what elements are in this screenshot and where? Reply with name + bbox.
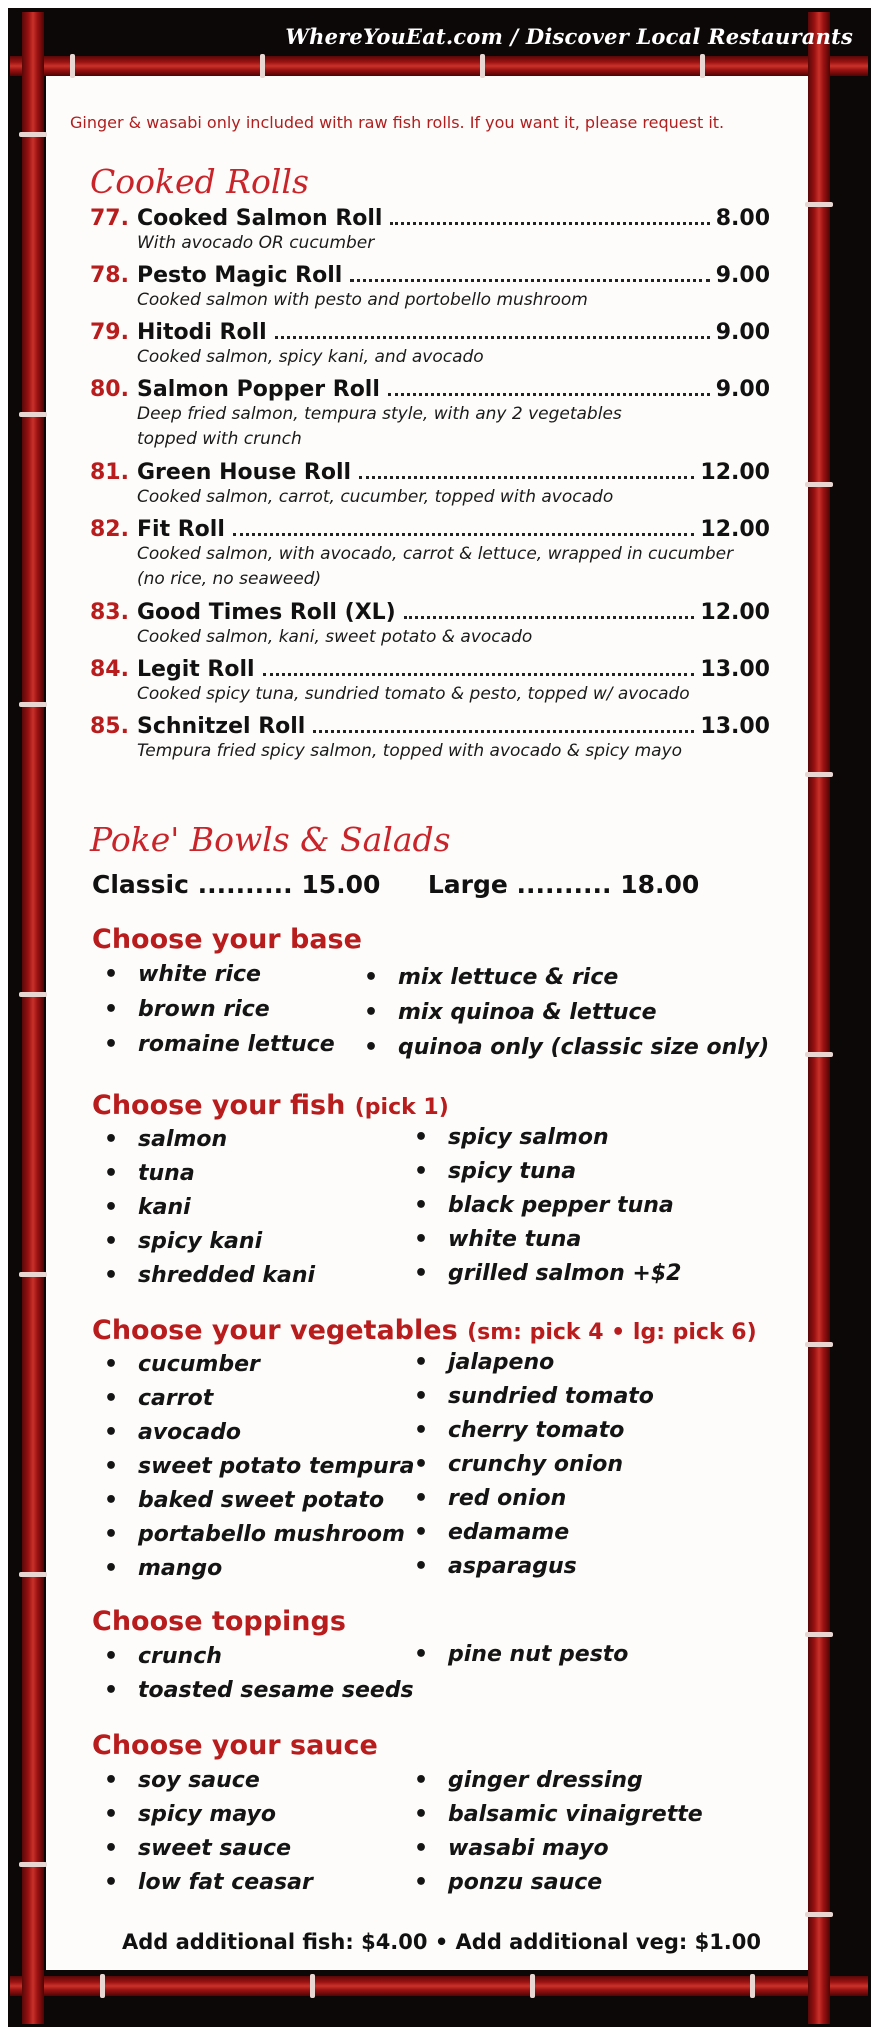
option-item xyxy=(414,1418,624,1443)
option-label: crunchy onion xyxy=(448,1452,624,1477)
option-label: portabello mushroom xyxy=(138,1522,405,1547)
option-item xyxy=(104,1802,276,1827)
roll-name: Salmon Popper Roll xyxy=(137,377,380,402)
bullet-icon: • xyxy=(414,1193,429,1218)
fish-heading-text: Choose your fish xyxy=(92,1090,346,1121)
roll-name: Pesto Magic Roll xyxy=(137,263,343,288)
option-item xyxy=(414,1193,674,1218)
option-label: mango xyxy=(138,1556,223,1581)
option-label: romaine lettuce xyxy=(138,1032,335,1057)
poke-sizes xyxy=(92,870,699,899)
leader-dots xyxy=(390,222,709,225)
bullet-icon: • xyxy=(104,1644,119,1669)
roll-description: Cooked spicy tuna, sundried tomato & pesto, topped w/ avocado xyxy=(137,684,690,704)
roll-number: 83. xyxy=(90,600,129,625)
option-item xyxy=(414,1159,576,1184)
option-item xyxy=(414,1554,577,1579)
bullet-icon: • xyxy=(104,1263,119,1288)
option-label: spicy salmon xyxy=(448,1125,609,1150)
roll-line xyxy=(90,714,770,739)
option-item xyxy=(414,1350,554,1375)
bullet-icon: • xyxy=(104,1161,119,1186)
roll-number: 80. xyxy=(90,377,129,402)
roll-price: 13.00 xyxy=(700,714,770,739)
option-label: balsamic vinaigrette xyxy=(448,1802,703,1827)
roll-name: Cooked Salmon Roll xyxy=(137,206,383,231)
bullet-icon: • xyxy=(414,1384,429,1409)
roll-description: Cooked salmon, with avocado, carrot & lettuce, wrapped in cucumber xyxy=(137,544,734,564)
roll-item xyxy=(90,320,770,370)
roll-line xyxy=(90,600,770,625)
option-label: black pepper tuna xyxy=(448,1193,674,1218)
site-watermark: WhereYouEat.com / Discover Local Restaurants xyxy=(285,24,853,49)
roll-line xyxy=(90,517,770,542)
option-label: ponzu sauce xyxy=(448,1870,603,1895)
option-item xyxy=(364,1035,769,1060)
option-item xyxy=(104,1229,262,1254)
roll-number: 82. xyxy=(90,517,129,542)
option-label: quinoa only (classic size only) xyxy=(398,1035,770,1060)
bullet-icon: • xyxy=(104,1488,119,1513)
option-label: red onion xyxy=(448,1486,567,1511)
option-label: low fat ceasar xyxy=(138,1870,313,1895)
roll-line xyxy=(90,460,770,485)
option-label: pine nut pesto xyxy=(448,1642,629,1667)
option-item xyxy=(104,1836,291,1861)
leader-dots xyxy=(313,730,694,733)
option-item xyxy=(414,1125,609,1150)
option-label: spicy mayo xyxy=(138,1802,276,1827)
option-label: salmon xyxy=(138,1127,228,1152)
roll-line xyxy=(90,320,770,345)
veg-heading xyxy=(92,1315,757,1346)
option-item xyxy=(104,1161,195,1186)
bullet-icon: • xyxy=(104,1768,119,1793)
option-item xyxy=(104,1678,414,1703)
roll-item xyxy=(90,517,770,592)
option-label: mix quinoa & lettuce xyxy=(398,1000,657,1025)
roll-description: Cooked salmon, kani, sweet potato & avocado xyxy=(137,627,533,647)
bullet-icon: • xyxy=(104,997,119,1022)
size-classic: Classic .......... 15.00 xyxy=(92,870,381,899)
bullet-icon: • xyxy=(364,1000,379,1025)
option-item xyxy=(414,1768,643,1793)
roll-description: With avocado OR cucumber xyxy=(137,233,375,253)
option-item xyxy=(104,1195,191,1220)
bullet-icon: • xyxy=(414,1768,429,1793)
roll-description: Tempura fried spicy salmon, topped with avocado & spicy mayo xyxy=(137,741,683,761)
roll-description: Cooked salmon with pesto and portobello mushroom xyxy=(137,290,588,310)
ginger-wasabi-note: Ginger & wasabi only included with raw fish rolls. If you want it, please request it. xyxy=(70,113,725,132)
veg-heading-sub: (sm: pick 4 • lg: pick 6) xyxy=(467,1320,757,1345)
option-item xyxy=(414,1261,681,1286)
bullet-icon: • xyxy=(104,1556,119,1581)
roll-description: Cooked salmon, carrot, cucumber, topped with avocado xyxy=(137,487,614,507)
base-heading: Choose your base xyxy=(92,924,362,955)
bullet-icon: • xyxy=(414,1836,429,1861)
bullet-icon: • xyxy=(104,1802,119,1827)
option-label: edamame xyxy=(448,1520,570,1545)
bullet-icon: • xyxy=(104,1127,119,1152)
roll-number: 85. xyxy=(90,714,129,739)
option-item xyxy=(104,1454,414,1479)
option-item xyxy=(364,1000,657,1025)
roll-description: topped with crunch xyxy=(137,429,302,449)
option-item xyxy=(414,1642,628,1667)
option-label: sweet sauce xyxy=(138,1836,292,1861)
bullet-icon: • xyxy=(414,1520,429,1545)
option-label: sweet potato tempura xyxy=(138,1454,415,1479)
leader-dots xyxy=(350,279,709,282)
roll-description: (no rice, no seaweed) xyxy=(137,569,322,589)
option-label: carrot xyxy=(138,1386,214,1411)
bullet-icon: • xyxy=(414,1486,429,1511)
option-item xyxy=(104,1488,384,1513)
poke-title: Poke' Bowls & Salads xyxy=(90,820,451,859)
toppings-heading: Choose toppings xyxy=(92,1606,346,1637)
fish-heading-sub: (pick 1) xyxy=(354,1095,449,1120)
roll-item xyxy=(90,206,770,256)
roll-price: 12.00 xyxy=(700,517,770,542)
leader-dots xyxy=(275,336,710,339)
option-item xyxy=(104,1386,213,1411)
option-label: tuna xyxy=(138,1161,195,1186)
cooked-rolls-title: Cooked Rolls xyxy=(90,162,309,201)
roll-name: Green House Roll xyxy=(137,460,352,485)
roll-name: Schnitzel Roll xyxy=(137,714,306,739)
roll-number: 81. xyxy=(90,460,129,485)
option-item xyxy=(414,1870,602,1895)
option-label: baked sweet potato xyxy=(138,1488,385,1513)
roll-item xyxy=(90,714,770,764)
roll-number: 77. xyxy=(90,206,129,231)
roll-item xyxy=(90,460,770,510)
option-label: spicy tuna xyxy=(448,1159,577,1184)
roll-price: 9.00 xyxy=(715,377,770,402)
bullet-icon: • xyxy=(414,1642,429,1667)
bullet-icon: • xyxy=(104,1195,119,1220)
option-item xyxy=(104,1870,313,1895)
bamboo-top xyxy=(10,56,868,76)
bullet-icon: • xyxy=(104,1678,119,1703)
bullet-icon: • xyxy=(414,1554,429,1579)
option-item xyxy=(414,1520,569,1545)
bullet-icon: • xyxy=(414,1802,429,1827)
option-item xyxy=(104,997,270,1022)
option-label: toasted sesame seeds xyxy=(138,1678,414,1703)
bullet-icon: • xyxy=(414,1350,429,1375)
roll-item xyxy=(90,657,770,707)
option-label: avocado xyxy=(138,1420,242,1445)
option-item xyxy=(414,1802,703,1827)
bullet-icon: • xyxy=(414,1227,429,1252)
option-item xyxy=(414,1486,566,1511)
bullet-icon: • xyxy=(104,1870,119,1895)
option-label: wasabi mayo xyxy=(448,1836,609,1861)
roll-description: Cooked salmon, spicy kani, and avocado xyxy=(137,347,484,367)
bullet-icon: • xyxy=(104,962,119,987)
bullet-icon: • xyxy=(104,1522,119,1547)
fish-heading xyxy=(92,1090,449,1121)
option-label: ginger dressing xyxy=(448,1768,643,1793)
roll-price: 13.00 xyxy=(700,657,770,682)
option-label: spicy kani xyxy=(138,1229,263,1254)
option-item xyxy=(104,1032,335,1057)
option-label: grilled salmon +$2 xyxy=(448,1261,682,1286)
bullet-icon: • xyxy=(104,1386,119,1411)
option-item xyxy=(104,1263,315,1288)
bullet-icon: • xyxy=(414,1452,429,1477)
bullet-icon: • xyxy=(104,1032,119,1057)
roll-item xyxy=(90,263,770,313)
roll-name: Legit Roll xyxy=(137,657,255,682)
option-item xyxy=(104,1352,260,1377)
bullet-icon: • xyxy=(414,1261,429,1286)
roll-line xyxy=(90,377,770,402)
bamboo-right xyxy=(808,12,830,2024)
option-item xyxy=(414,1227,581,1252)
roll-line xyxy=(90,206,770,231)
bullet-icon: • xyxy=(104,1836,119,1861)
option-label: brown rice xyxy=(138,997,270,1022)
bullet-icon: • xyxy=(364,965,379,990)
roll-price: 12.00 xyxy=(700,460,770,485)
option-label: white rice xyxy=(138,962,261,987)
option-label: crunch xyxy=(138,1644,222,1669)
leader-dots xyxy=(263,673,695,676)
roll-name: Good Times Roll (XL) xyxy=(137,600,396,625)
option-label: soy sauce xyxy=(138,1768,260,1793)
option-label: asparagus xyxy=(448,1554,577,1579)
option-item xyxy=(364,965,618,990)
bullet-icon: • xyxy=(414,1125,429,1150)
option-item xyxy=(104,1644,222,1669)
option-label: kani xyxy=(138,1195,191,1220)
bullet-icon: • xyxy=(104,1229,119,1254)
option-item xyxy=(104,1127,227,1152)
option-label: jalapeno xyxy=(448,1350,555,1375)
roll-price: 9.00 xyxy=(715,320,770,345)
option-item xyxy=(104,1420,241,1445)
roll-price: 9.00 xyxy=(715,263,770,288)
roll-name: Hitodi Roll xyxy=(137,320,267,345)
option-label: cucumber xyxy=(138,1352,260,1377)
bullet-icon: • xyxy=(414,1418,429,1443)
leader-dots xyxy=(233,533,695,536)
option-label: white tuna xyxy=(448,1227,582,1252)
roll-item xyxy=(90,600,770,650)
extras-footer: Add additional fish: $4.00 • Add additional veg: $1.00 xyxy=(122,1930,762,1954)
veg-heading-text: Choose your vegetables xyxy=(92,1315,458,1346)
bamboo-bottom xyxy=(10,1976,868,1996)
option-item xyxy=(104,1522,405,1547)
leader-dots xyxy=(359,476,694,479)
roll-item xyxy=(90,377,770,452)
option-item xyxy=(414,1452,623,1477)
bullet-icon: • xyxy=(414,1870,429,1895)
roll-number: 78. xyxy=(90,263,129,288)
option-item xyxy=(414,1836,609,1861)
roll-description: Deep fried salmon, tempura style, with any 2 vegetables xyxy=(137,404,622,424)
bullet-icon: • xyxy=(364,1035,379,1060)
size-large: Large .......... 18.00 xyxy=(427,870,700,899)
leader-dots xyxy=(388,393,710,396)
bullet-icon: • xyxy=(104,1454,119,1479)
option-label: mix lettuce & rice xyxy=(398,965,619,990)
roll-number: 84. xyxy=(90,657,129,682)
option-item xyxy=(104,1556,222,1581)
option-item xyxy=(104,1768,260,1793)
roll-line xyxy=(90,263,770,288)
roll-name: Fit Roll xyxy=(137,517,225,542)
bullet-icon: • xyxy=(104,1420,119,1445)
option-label: sundried tomato xyxy=(448,1384,654,1409)
roll-number: 79. xyxy=(90,320,129,345)
roll-line xyxy=(90,657,770,682)
bullet-icon: • xyxy=(414,1159,429,1184)
bullet-icon: • xyxy=(104,1352,119,1377)
option-label: cherry tomato xyxy=(448,1418,625,1443)
option-item xyxy=(104,962,261,987)
option-item xyxy=(414,1384,654,1409)
sauce-heading: Choose your sauce xyxy=(92,1730,378,1761)
roll-price: 12.00 xyxy=(700,600,770,625)
option-label: shredded kani xyxy=(138,1263,316,1288)
bamboo-left xyxy=(22,12,44,2024)
leader-dots xyxy=(404,616,695,619)
roll-price: 8.00 xyxy=(715,206,770,231)
